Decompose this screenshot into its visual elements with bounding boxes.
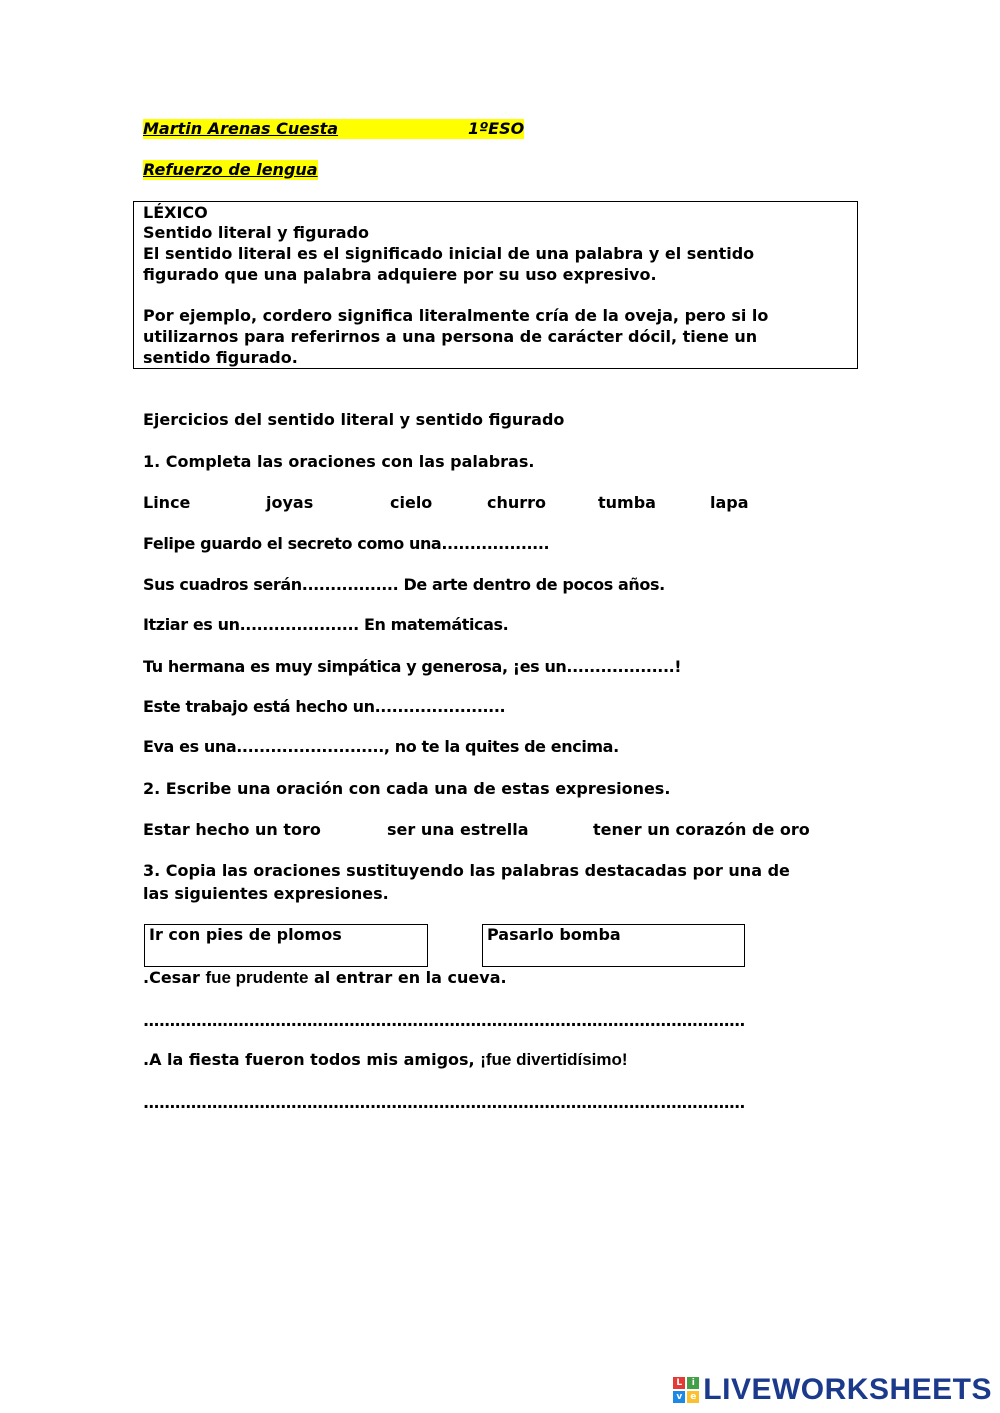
fill-sentence: Felipe guardo el secreto como una................... <box>143 534 550 553</box>
expression-item: tener un corazón de oro <box>593 820 810 839</box>
answer-line-1[interactable]: .................................................................................................................. <box>143 1011 745 1030</box>
sentence-text: .Cesar <box>143 968 206 987</box>
expression-option-box <box>482 924 745 967</box>
exercise-2-instruction: 2. Escribe una oración con cada una de estas expresiones. <box>143 779 671 798</box>
expression-option: Pasarlo bomba <box>487 925 621 944</box>
fill-sentence: Tu hermana es muy simpática y generosa, ¡es un...................! <box>143 657 682 676</box>
fill-sentence: Sus cuadros serán................. De arte dentro de pocos años. <box>143 575 665 594</box>
logo-text: LIVEWORKSHEETS <box>703 1373 992 1406</box>
fill-sentence: Eva es una.........................., no te la quites de encima. <box>143 737 619 756</box>
highlighted-phrase: fue prudente <box>205 968 309 987</box>
word-bank-item: cielo <box>390 493 433 512</box>
expression-item: ser una estrella <box>387 820 529 839</box>
info-line: El sentido literal es el significado inicial de una palabra y el sentido <box>143 244 755 263</box>
rewrite-sentence-2 <box>143 1049 628 1070</box>
logo-cubes-icon <box>673 1377 699 1403</box>
expression-option-box <box>144 924 428 967</box>
info-line: Por ejemplo, cordero significa literalmente cría de la oveja, pero si lo <box>143 306 769 325</box>
logo-cube: v <box>673 1391 685 1403</box>
word-bank-item: tumba <box>598 493 656 512</box>
student-name: Martin Arenas Cuesta <box>143 119 339 138</box>
logo-cube: e <box>687 1391 699 1403</box>
sentence-text: al entrar en la cueva. <box>308 968 507 987</box>
info-line: figurado que una palabra adquiere por su uso expresivo. <box>143 265 657 284</box>
answer-line-2[interactable]: .................................................................................................................. <box>143 1093 745 1112</box>
grade-label: 1ºESO <box>468 119 525 138</box>
sentence-text: .A la fiesta fueron todos mis amigos, <box>143 1050 481 1069</box>
exercise-3-instruction: 3. Copia las oraciones sustituyendo las palabras destacadas por una de <box>143 861 790 880</box>
word-bank-item: Lince <box>143 493 191 512</box>
fill-sentence: Este trabajo está hecho un....................... <box>143 697 506 716</box>
word-bank-item: joyas <box>266 493 314 512</box>
logo-cube: L <box>673 1377 685 1389</box>
expression-item: Estar hecho un toro <box>143 820 321 839</box>
info-line: sentido figurado. <box>143 348 298 367</box>
liveworksheets-logo <box>673 1373 992 1407</box>
fill-sentence: Itziar es un..................... En matemáticas. <box>143 615 509 634</box>
exercise-3-instruction-cont: las siguientes expresiones. <box>143 884 389 903</box>
subject-title: Refuerzo de lengua <box>143 160 318 179</box>
info-line: Sentido literal y figurado <box>143 223 369 242</box>
exercises-title: Ejercicios del sentido literal y sentido figurado <box>143 410 565 429</box>
info-line: LÉXICO <box>143 203 208 222</box>
expression-option: Ir con pies de plomos <box>149 925 342 944</box>
info-line: utilizarnos para referirnos a una persona de carácter dócil, tiene un <box>143 327 758 346</box>
highlighted-phrase: ¡fue divertidísimo! <box>480 1050 628 1069</box>
rewrite-sentence-1 <box>143 967 507 988</box>
student-name-header <box>143 119 524 139</box>
lexico-info-box <box>133 201 858 369</box>
logo-cube: i <box>687 1377 699 1389</box>
word-bank-item: churro <box>487 493 547 512</box>
exercise-1-instruction: 1. Completa las oraciones con las palabras. <box>143 452 535 471</box>
word-bank-item: lapa <box>710 493 749 512</box>
